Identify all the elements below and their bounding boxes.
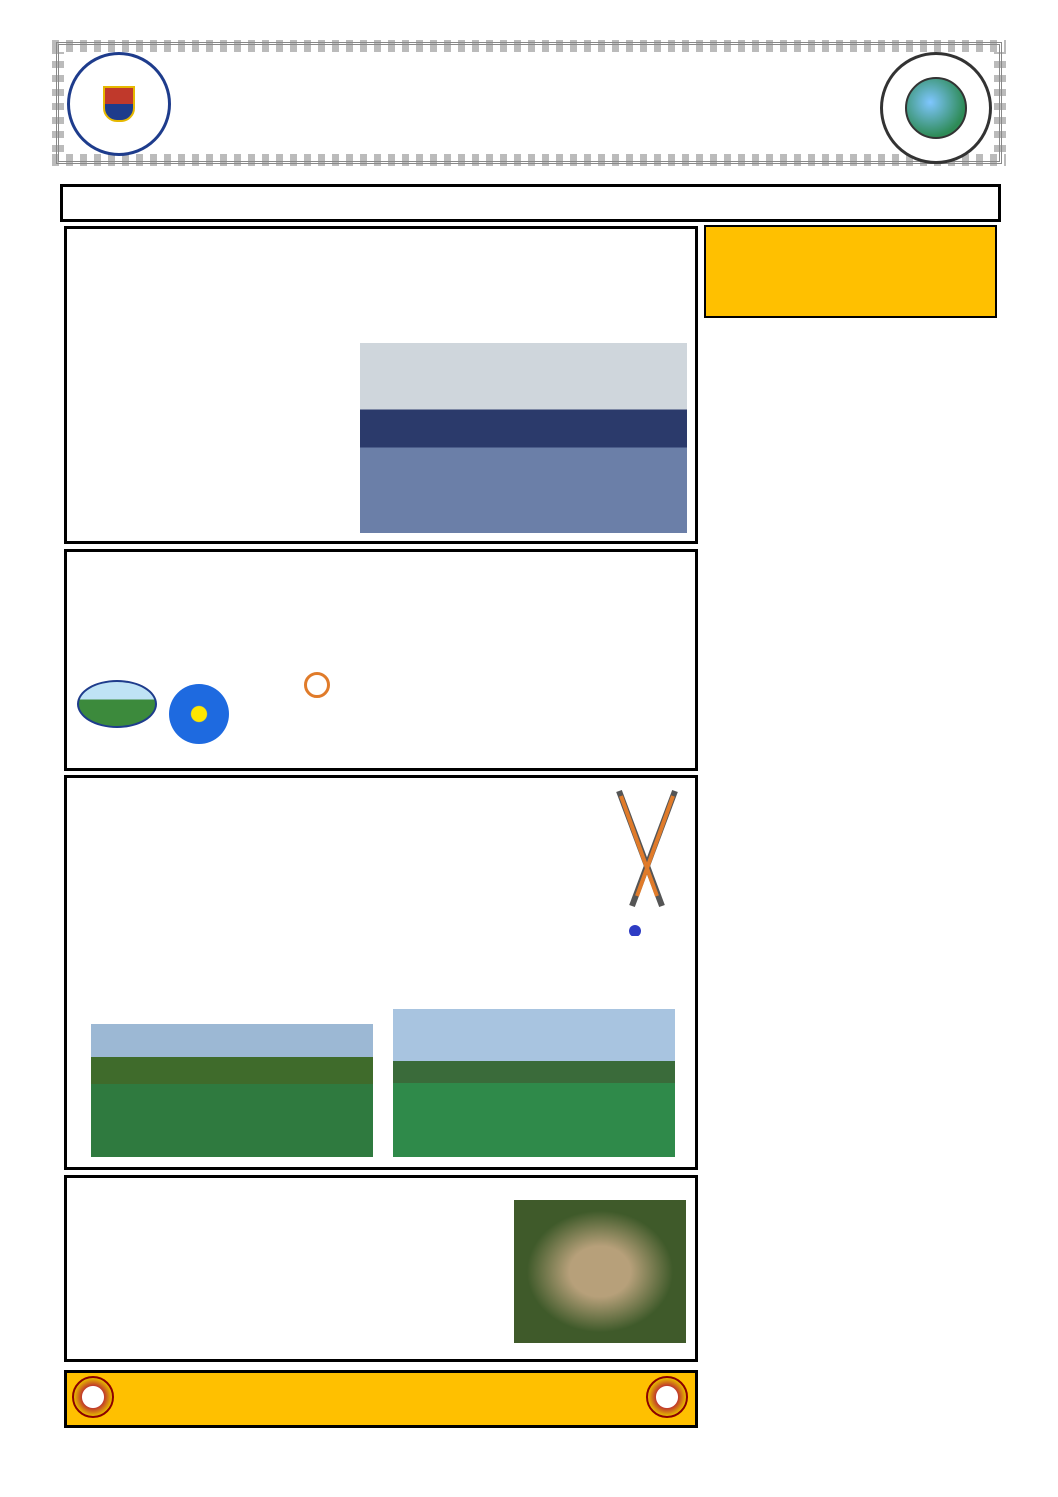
people-icon: [304, 672, 330, 698]
attendance-badge-left-icon: [72, 1376, 114, 1418]
bentham-line-logo: [77, 680, 237, 750]
month-wordart: [235, 100, 825, 156]
welcome-section: [64, 226, 698, 544]
crest-icon: [103, 86, 135, 122]
home-section: [64, 1175, 698, 1362]
globe-icon: [905, 77, 967, 139]
hockey-sticks-icon: [607, 786, 687, 936]
school-crest-logo: [67, 52, 171, 156]
community-rail-logo: [262, 672, 372, 752]
sport-section: [64, 775, 698, 1170]
federation-logo: [880, 52, 992, 164]
landscape-icon: [77, 680, 157, 728]
puppet-event-photo: [360, 343, 687, 533]
diary-header: [704, 225, 997, 318]
federation-tagline: [60, 184, 1001, 222]
hockey-match-photo: [91, 1024, 373, 1157]
attendance-banner: [64, 1370, 698, 1428]
attendance-badge-right-icon: [646, 1376, 688, 1418]
hedgehog-house-photo: [514, 1200, 686, 1343]
flower-icon: [169, 684, 229, 744]
federation-logo-text: [899, 69, 973, 147]
bentham-section: [64, 549, 698, 771]
school-crest-logo-text: [97, 78, 141, 130]
hockey-team-photo: [393, 1009, 675, 1157]
